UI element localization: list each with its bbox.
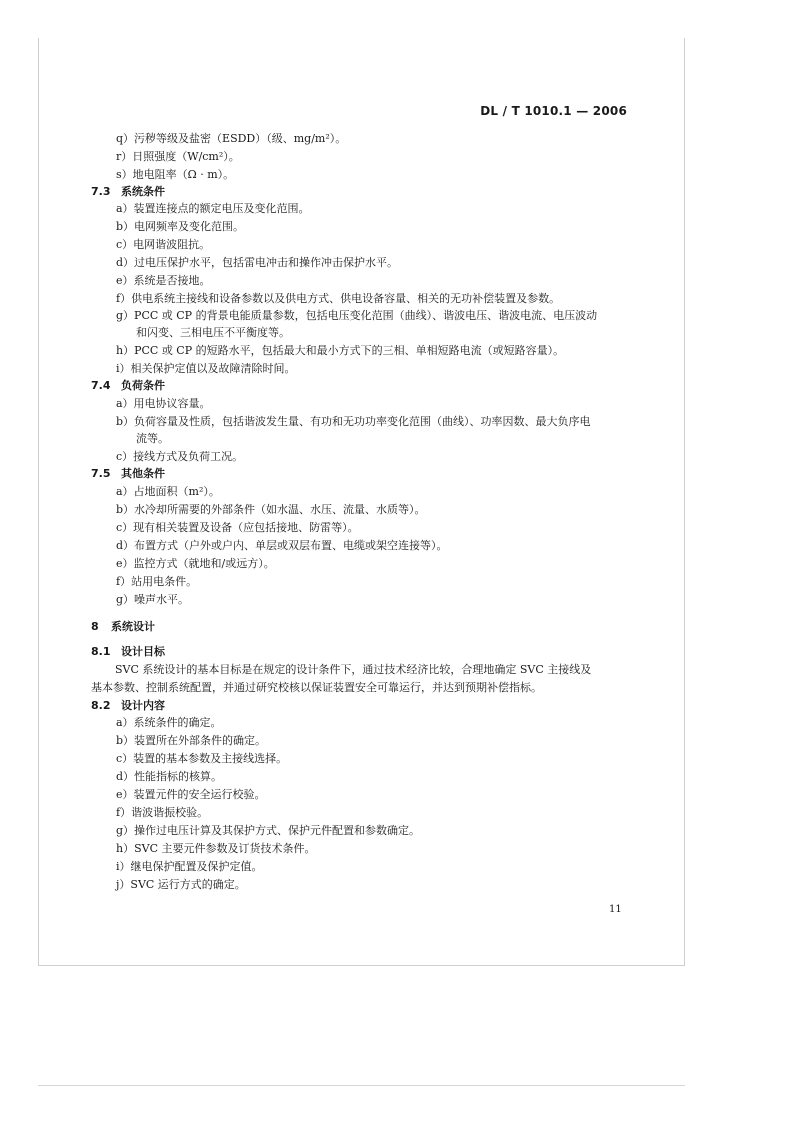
list-item: a）占地面积（m²）。 (116, 485, 220, 498)
list-item: f）供电系统主接线和设备参数以及供电方式、供电设备容量、相关的无功补偿装置及参数。 (116, 292, 561, 305)
paragraph-line: SVC 系统设计的基本目标是在规定的设计条件下，通过技术经济比较，合理地确定 SVC 主接线及 (115, 663, 592, 676)
list-item: h）PCC 或 CP 的短路水平，包括最大和最小方式下的三相、单相短路电流（或短路容量）。 (116, 344, 565, 357)
list-item: f）站用电条件。 (116, 575, 198, 588)
list-item: a）用电协议容量。 (116, 397, 211, 410)
list-item: b）水冷却所需要的外部条件（如水温、水压、流量、水质等）。 (116, 503, 426, 516)
list-item: g）噪声水平。 (116, 593, 190, 606)
list-item-continuation: 和闪变、三相电压不平衡度等。 (136, 326, 290, 339)
list-item: d）布置方式（户外或户内、单层或双层布置、电缆或架空连接等）。 (116, 539, 448, 552)
list-item: d）过电压保护水平，包括雷电冲击和操作冲击保护水平。 (116, 256, 399, 269)
list-item: r）日照强度（W/cm²）。 (116, 150, 240, 163)
section-number: 7.3 (91, 185, 111, 198)
list-item: c）接线方式及负荷工况。 (116, 450, 244, 463)
list-item: c）装置的基本参数及主接线选择。 (116, 752, 288, 765)
section-title: 设计目标 (121, 645, 165, 658)
list-item: h）SVC 主要元件参数及订货技术条件。 (116, 842, 316, 855)
section-title: 负荷条件 (121, 379, 165, 392)
list-item: q）污秽等级及盐密（ESDD）（级、mg/m²）。 (116, 132, 347, 145)
list-item: b）电网频率及变化范围。 (116, 220, 245, 233)
section-number: 7.4 (91, 379, 111, 392)
list-item: a）系统条件的确定。 (116, 716, 222, 729)
list-item-continuation: 流等。 (136, 432, 169, 445)
list-item: e）装置元件的安全运行校验。 (116, 788, 266, 801)
page-frame-bottom-border (38, 965, 685, 966)
list-item: j）SVC 运行方式的确定。 (116, 878, 246, 891)
section-title: 系统条件 (121, 185, 165, 198)
section-number: 8 (91, 620, 99, 633)
list-item: g）PCC 或 CP 的背景电能质量参数，包括电压变化范围（曲线）、谐波电压、谐波电流、电压波动 (116, 309, 598, 322)
list-item: c）现有相关装置及设备（应包括接地、防雷等）。 (116, 521, 359, 534)
section-title: 设计内容 (121, 699, 165, 712)
section-heading-7-4 (91, 379, 165, 393)
section-number: 8.1 (91, 645, 111, 658)
section-number: 7.5 (91, 467, 111, 480)
list-item: c）电网谐波阻抗。 (116, 238, 211, 251)
section-number: 8.2 (91, 699, 111, 712)
section-heading-8-1 (91, 645, 165, 659)
list-item: b）装置所在外部条件的确定。 (116, 734, 267, 747)
page-frame-left-border (38, 38, 39, 966)
section-title: 系统设计 (111, 620, 155, 633)
list-item: i）继电保护配置及保护定值。 (116, 860, 263, 873)
list-item: f）谐波谐振校验。 (116, 806, 209, 819)
section-heading-7-5 (91, 467, 165, 481)
section-title: 其他条件 (121, 467, 165, 480)
list-item: i）相关保护定值以及故障清除时间。 (116, 362, 296, 375)
bottom-divider (38, 1085, 685, 1086)
list-item: d）性能指标的核算。 (116, 770, 223, 783)
page-frame-right-border (684, 38, 685, 966)
paragraph-line: 基本参数、控制系统配置，并通过研究校核以保证装置安全可靠运行，并达到预期补偿指标。 (91, 681, 542, 694)
list-item: s）地电阻率（Ω · m）。 (116, 168, 235, 181)
document-code: DL / T 1010.1 — 2006 (480, 104, 627, 118)
list-item: g）操作过电压计算及其保护方式、保护元件配置和参数确定。 (116, 824, 421, 837)
section-heading-8 (91, 620, 155, 634)
list-item: e）系统是否接地。 (116, 274, 211, 287)
list-item: e）监控方式（就地和/或远方）。 (116, 557, 275, 570)
page-number: 11 (609, 904, 622, 915)
section-heading-8-2 (91, 699, 165, 713)
list-item: a）装置连接点的额定电压及变化范围。 (116, 202, 310, 215)
list-item: b）负荷容量及性质，包括谐波发生量、有功和无功功率变化范围（曲线）、功率因数、最大负序电 (116, 415, 591, 428)
section-heading-7-3 (91, 185, 165, 199)
